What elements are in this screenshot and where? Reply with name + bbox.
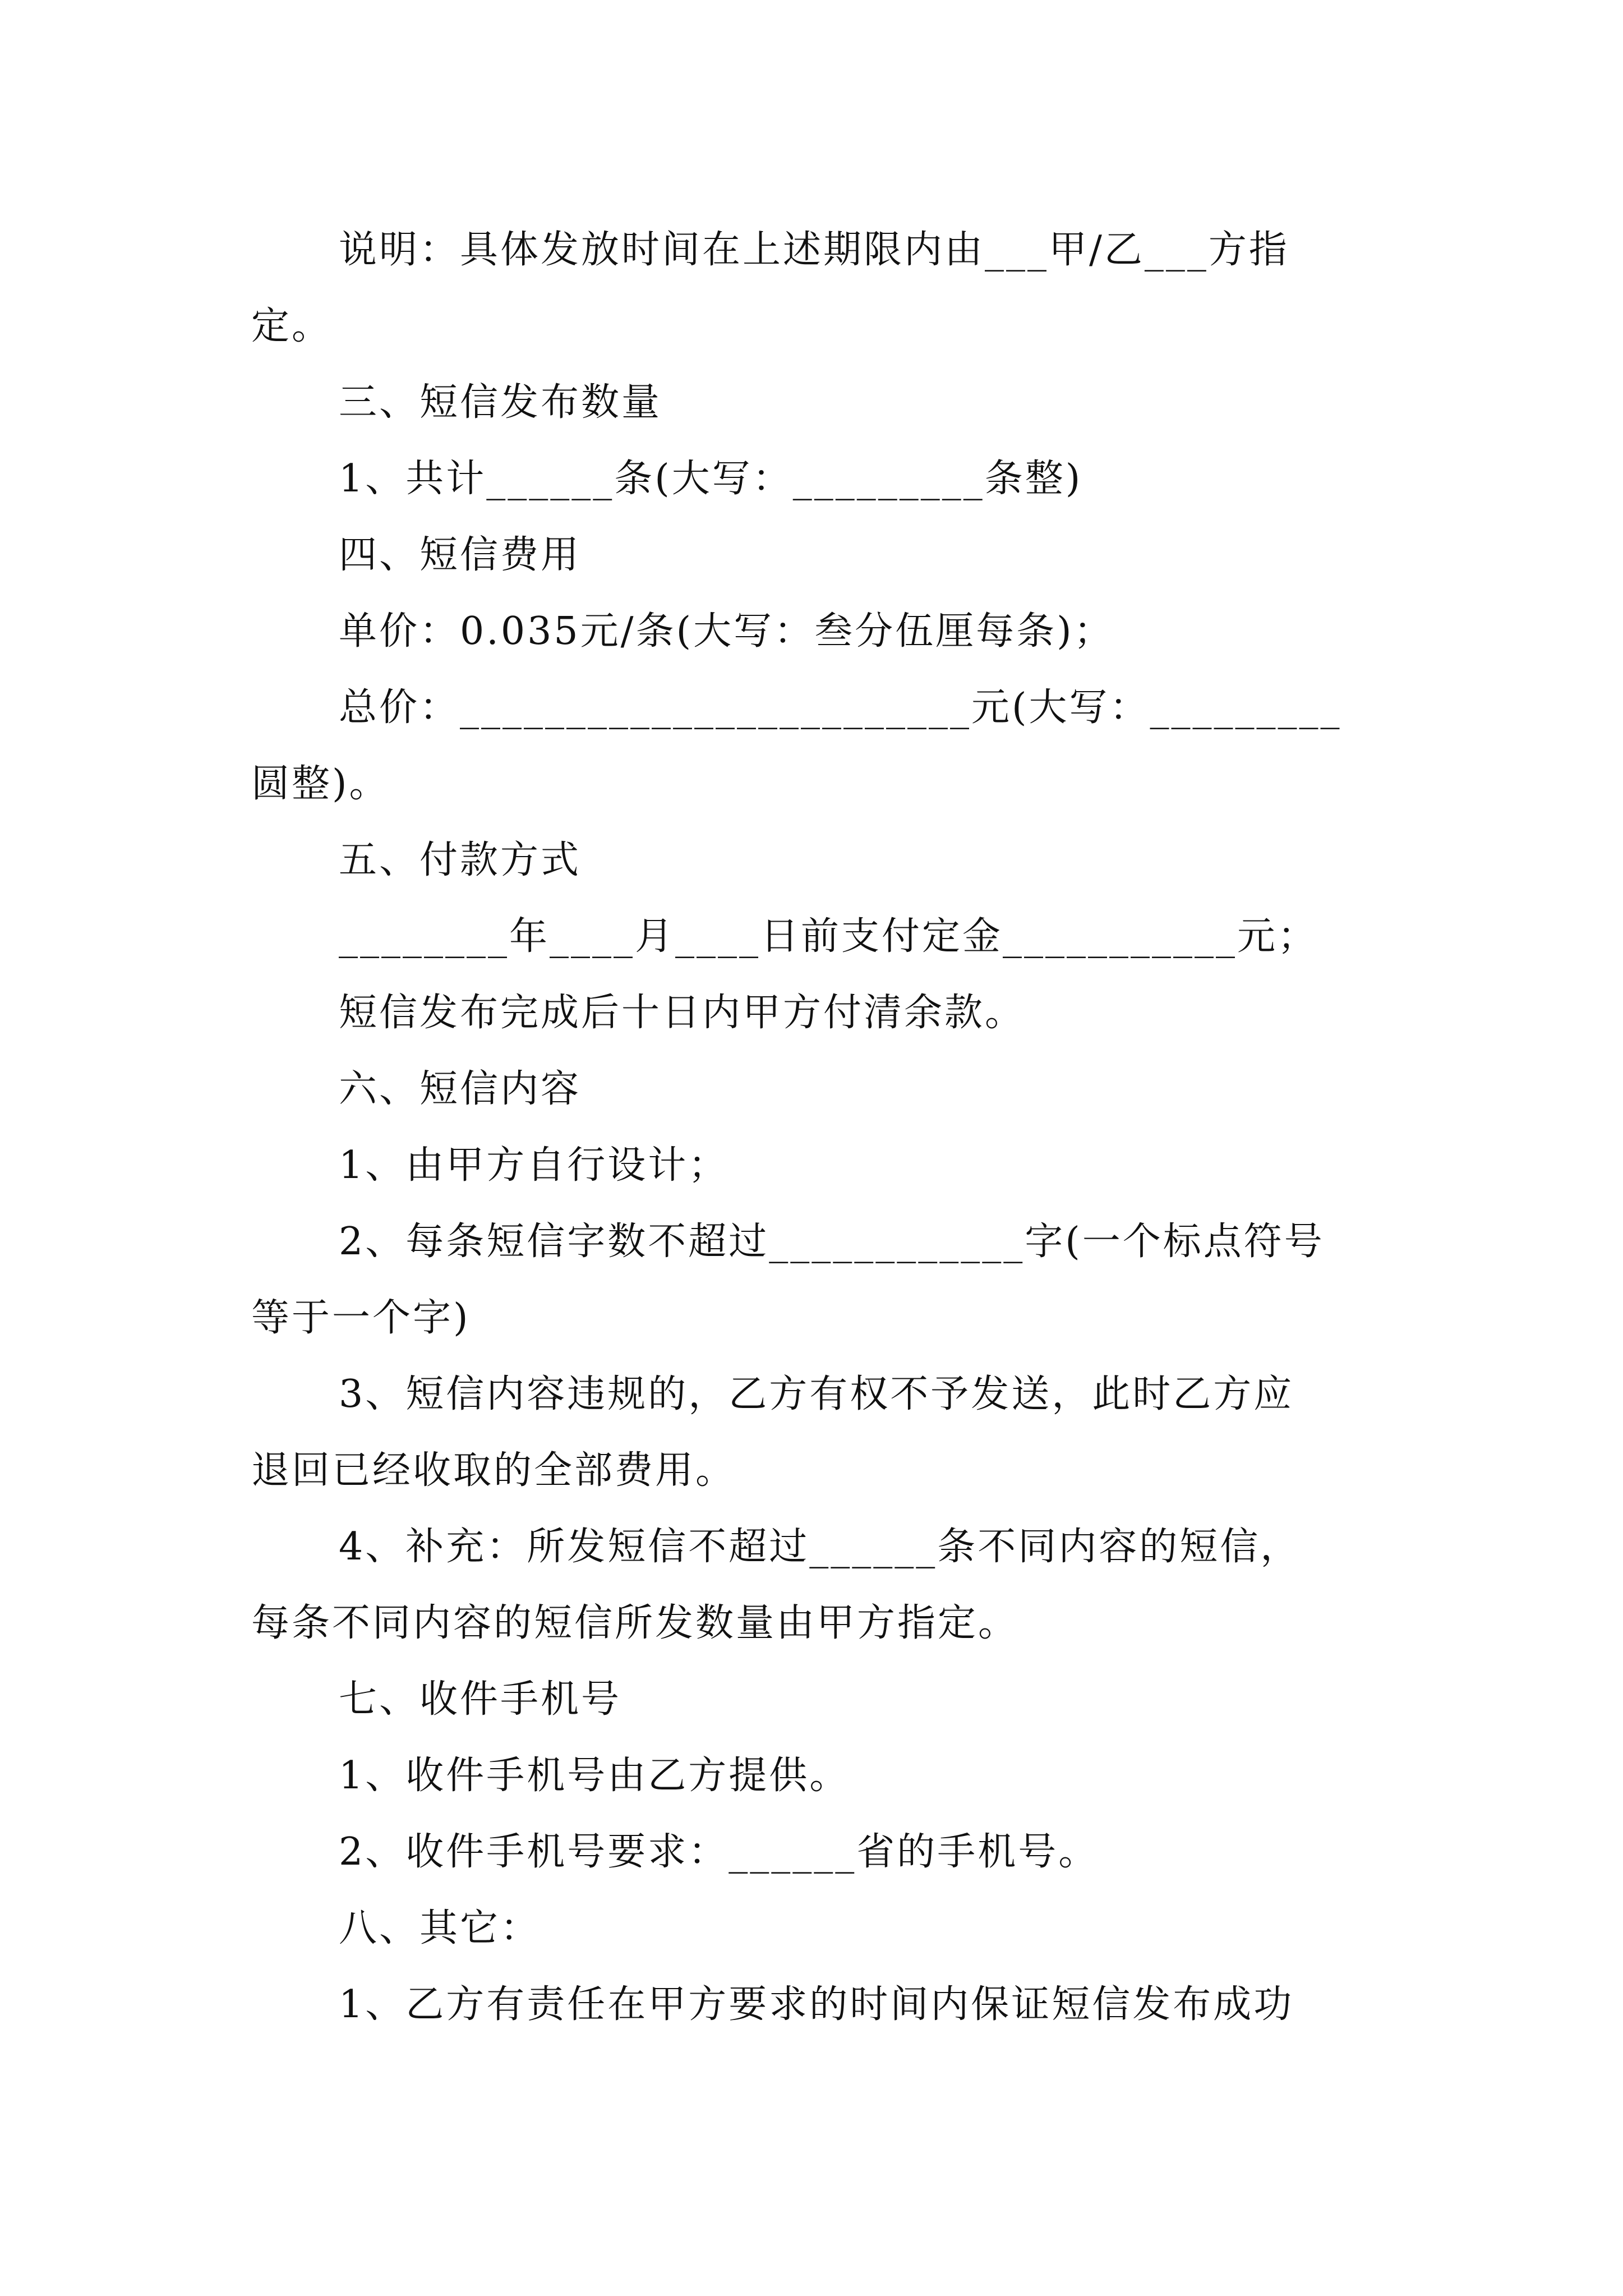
section-heading: 六、短信内容 bbox=[339, 1067, 582, 1111]
paragraph-line: 单价：0.035元/条(大写：叁分伍厘每条)； bbox=[339, 609, 1114, 654]
paragraph-line: 1、共计______条(大写：_________条整) bbox=[339, 457, 1083, 501]
paragraph-line: 1、乙方有责任在甲方要求的时间内保证短信发布成功 bbox=[339, 1982, 1294, 2027]
section-heading: 八、其它： bbox=[339, 1906, 541, 1950]
paragraph-line: 短信发布完成后十日内甲方付清余款。 bbox=[339, 991, 1026, 1035]
section-heading: 四、短信费用 bbox=[339, 533, 582, 577]
paragraph-line: 2、每条短信字数不超过____________字(一个标点符号 bbox=[339, 1220, 1325, 1264]
paragraph-line: 4、补充：所发短信不超过______条不同内容的短信， bbox=[339, 1525, 1301, 1569]
document-body bbox=[251, 212, 1384, 2043]
paragraph-line: 2、收件手机号要求：______省的手机号。 bbox=[339, 1830, 1099, 1874]
paragraph-line: 1、由甲方自行设计； bbox=[339, 1143, 729, 1188]
section-heading: 三、短信发布数量 bbox=[339, 380, 662, 425]
paragraph-line: 定。 bbox=[251, 304, 333, 348]
paragraph-line: 1、收件手机号由乙方提供。 bbox=[339, 1754, 850, 1798]
paragraph-line: 退回已经收取的全部费用。 bbox=[251, 1448, 736, 1493]
section-heading: 七、收件手机号 bbox=[339, 1677, 622, 1722]
section-heading: 五、付款方式 bbox=[339, 838, 582, 882]
paragraph-line: 等于一个字) bbox=[251, 1296, 471, 1340]
paragraph-line: ________年____月____日前支付定金___________元； bbox=[339, 914, 1318, 959]
paragraph-line: 说明：具体发放时间在上述期限内由___甲/乙___方指 bbox=[339, 228, 1289, 272]
paragraph-line: 3、短信内容违规的，乙方有权不予发送，此时乙方应 bbox=[339, 1372, 1294, 1416]
paragraph-line: 总价：________________________元(大写：_________ bbox=[339, 685, 1342, 730]
paragraph-line: 每条不同内容的短信所发数量由甲方指定。 bbox=[251, 1601, 1019, 1645]
paragraph-line: 圆整)。 bbox=[251, 762, 390, 806]
